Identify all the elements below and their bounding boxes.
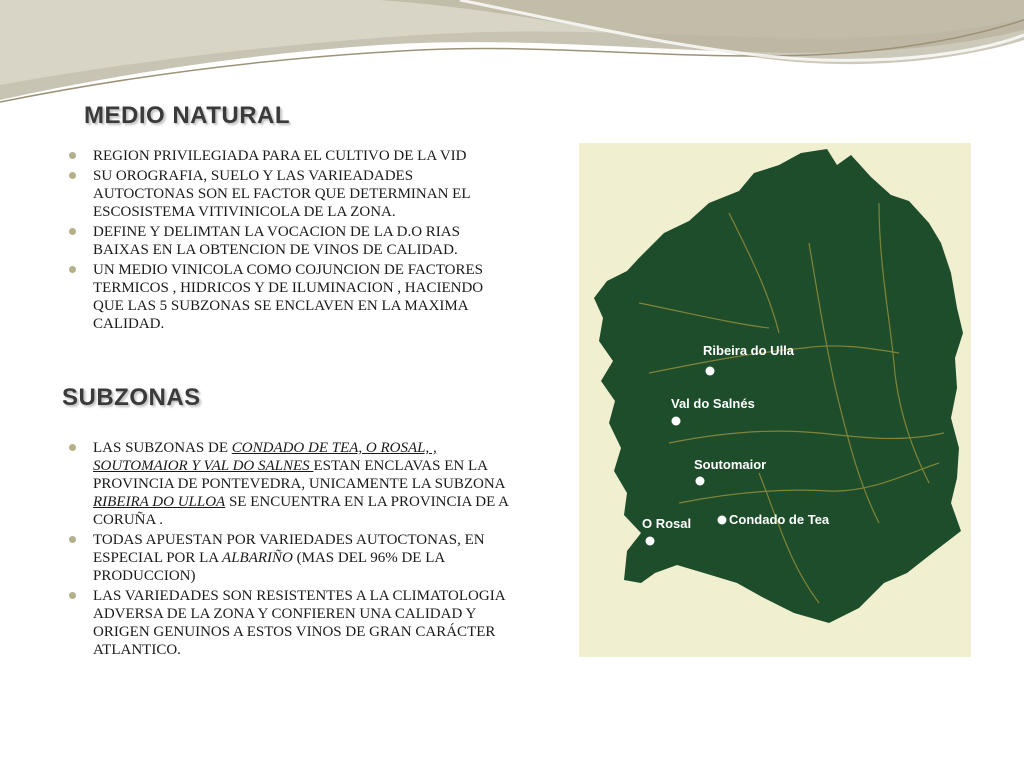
medio-natural-list bbox=[63, 147, 513, 335]
label-orosal: O Rosal bbox=[642, 516, 692, 531]
list-item bbox=[63, 223, 513, 259]
underlined-subzones: CONDADO DE TEA, O ROSAL, , SOUTOMAIOR Y VAL DO SALNES bbox=[93, 440, 437, 474]
list-item-text: LAS VARIEDADES SON RESISTENTES A LA CLIMATOLOGIA ADVERSA DE LA ZONA Y CONFIEREN UNA CALIDAD Y ORIGEN GENUINOS A ESTOS VINOS DE GRAN CARÁCTER ATLANTICO. bbox=[93, 588, 505, 658]
bullet-icon bbox=[69, 536, 76, 543]
bullet-icon bbox=[69, 266, 76, 273]
list-item bbox=[63, 531, 513, 585]
bullet-icon bbox=[69, 152, 76, 159]
label-ribeira: Ribeira do Ulla bbox=[703, 343, 795, 358]
list-item-text: SU OROGRAFIA, SUELO Y LAS VARIEADADES AUTOCTONAS SON EL FACTOR QUE DETERMINAN EL ESCOSISTEMA VITIVINICOLA DE LA ZONA. bbox=[93, 168, 470, 220]
marker-salnes bbox=[672, 417, 681, 426]
subzonas-list bbox=[63, 439, 513, 661]
list-item bbox=[63, 439, 513, 529]
marker-orosal bbox=[646, 537, 655, 546]
underlined-ribeira: RIBEIRA DO ULLOA bbox=[93, 494, 226, 510]
marker-condado bbox=[718, 516, 727, 525]
list-item-text: REGION PRIVILEGIADA PARA EL CULTIVO DE LA VID bbox=[93, 148, 467, 164]
galicia-map bbox=[579, 143, 971, 657]
list-item-text: UN MEDIO VINICOLA COMO COJUNCION DE FACTORES TERMICOS , HIDRICOS Y DE ILUMINACION , HACIENDO QUE LAS 5 SUBZONAS SE ENCLAVEN EN LA MAXIMA CALIDAD. bbox=[93, 262, 484, 332]
bullet-icon bbox=[69, 172, 76, 179]
list-item bbox=[63, 147, 513, 165]
list-item bbox=[63, 261, 513, 333]
list-item-text: DEFINE Y DELIMTAN LA VOCACION DE LA D.O RIAS BAIXAS EN LA OBTENCION DE VINOS DE CALIDAD. bbox=[93, 224, 460, 258]
bullet-icon bbox=[69, 228, 76, 235]
marker-soutomaior bbox=[696, 477, 705, 486]
list-item-text: TODAS APUESTAN POR VARIEDADES AUTOCTONAS, EN ESPECIAL POR LA ALBARIÑO (MAS DEL 96% DE LA PRODUCCION) bbox=[93, 532, 485, 584]
bullet-icon bbox=[69, 592, 76, 599]
list-item-text: LAS SUBZONAS DE CONDADO DE TEA, O ROSAL, , SOUTOMAIOR Y VAL DO SALNES ESTAN ENCLAVAS EN LA PROVINCIA DE PONTEVEDRA, UNICAMENTE LA SUBZONA RIBEIRA DO ULLOA SE ENCUENTRA EN LA PROVINCIA DE A CORUÑA . bbox=[93, 440, 509, 528]
label-condado: Condado de Tea bbox=[729, 512, 830, 527]
label-salnes: Val do Salnés bbox=[671, 396, 755, 411]
list-item bbox=[63, 167, 513, 221]
heading-subzonas: SUBZONAS bbox=[62, 384, 201, 411]
heading-medio-natural: MEDIO NATURAL bbox=[84, 102, 291, 129]
label-soutomaior: Soutomaior bbox=[694, 457, 767, 472]
list-item bbox=[63, 587, 513, 659]
bullet-icon bbox=[69, 444, 76, 451]
marker-ribeira bbox=[706, 367, 715, 376]
italic-albarino: ALBARIÑO bbox=[222, 550, 293, 566]
